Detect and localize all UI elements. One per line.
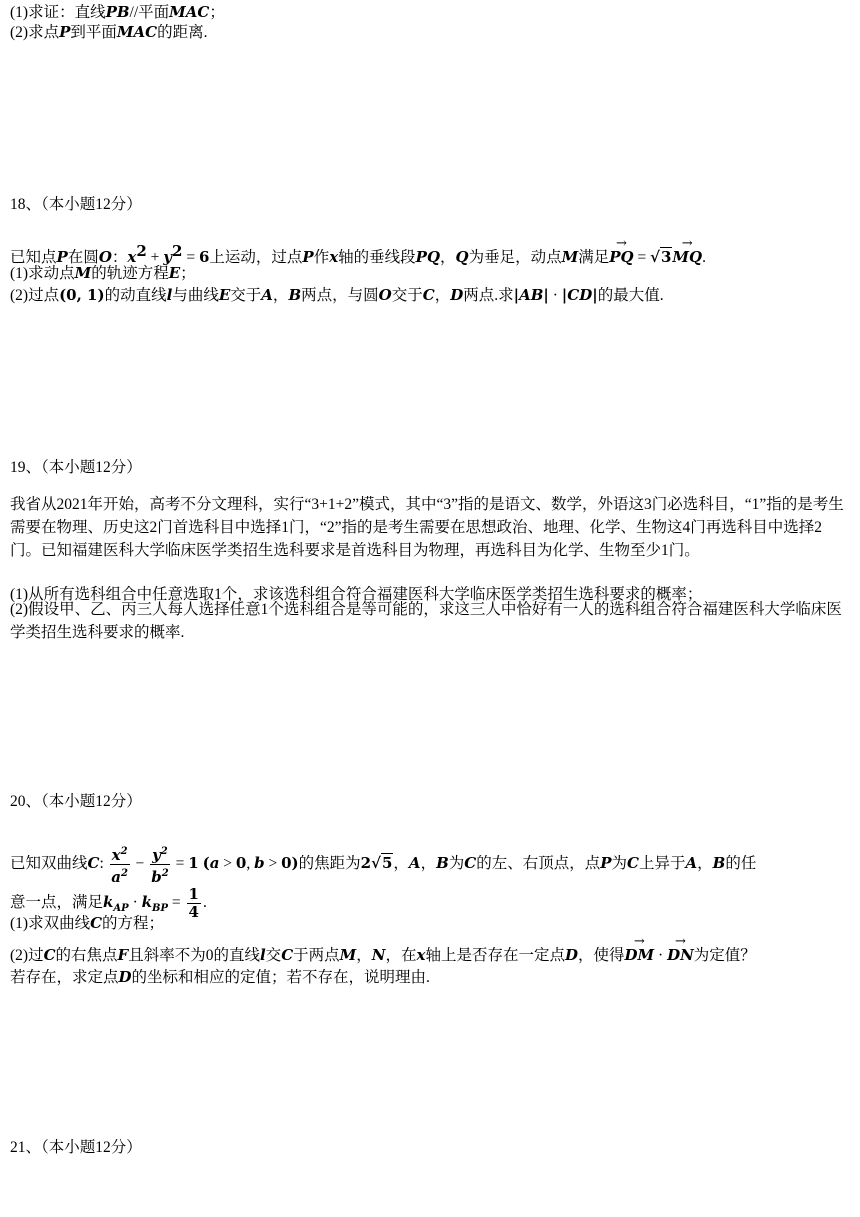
- q18-stem: 已知点P在圆O：$x^2 + y^2 = 6$上运动，过点P作x轴的垂线段PQ，Q为垂足，动点M满足→ PQ = √3→ MQ.: [10, 241, 706, 268]
- q18-item1: (1)求动点M的轨迹方程E；: [10, 264, 196, 282]
- q18-item2: (2)过点(0, 1)的动直线l与曲线E交于A，B两点，与圆O交于C，D两点.求|AB| · |CD|的最大值.: [10, 286, 664, 304]
- q21-heading: 21、（本小题12分）: [10, 1139, 142, 1156]
- q19-item2: (2)假设甲、乙、丙三人每人选择任意1个选科组合是等可能的，求这三人中恰好有一人的选科组合符合福建医科大学临床医学类招生选科要求的概率.: [10, 601, 842, 641]
- q20-item1: (1)求双曲线C的方程；: [10, 914, 165, 932]
- q20-stem-line1: 已知双曲线C: $\frac{x^2}{a^2}$ − $\frac{y^2}{b^2}$ = 1 (a > 0, b > 0)的焦距为2√5，A，B为C的左、右顶点，点P为C上异于A，B的任: [10, 843, 756, 886]
- q20-stem-line2: 意一点，满足$k_{AP} \cdot k_{BP}$ = $\frac{1}{4}$ .: [10, 885, 207, 921]
- q20-heading: 20、（本小题12分）: [10, 793, 142, 810]
- q17-item1: (1)求证：直线PB//平面MAC；: [10, 3, 225, 21]
- q19-heading: 19、（本小题12分）: [10, 459, 142, 476]
- q19-item1: (1)从所有选科组合中任意选取1个，求该选科组合符合福建医科大学临床医学类招生选科要求的概率；: [10, 586, 703, 603]
- q17-item2: (2)求点P到平面MAC的距离.: [10, 23, 208, 41]
- q20-item2-line2: 若存在，求定点D的坐标和相应的定值；若不存在，说明理由.: [10, 968, 430, 986]
- q19-stem: 我省从2021年开始，高考不分文理科，实行“3+1+2”模式，其中“3”指的是语文、数学，外语这3门必选科目，“1”指的是考生需要在物理、历史这2门首选科目中选择1门，“2”指的是考生需要在思想政治、地理、化学、生物这4门再选科目中选择2门。已知福建医科大学临床医学类招生选科要求是首选科目为物理，再选科目为化学、生物至少1门。: [10, 496, 844, 559]
- q20-item2-line1: (2)过C的右焦点F且斜率不为0的直线l交C于两点M，N，在x轴上是否存在一定点D，使得→ DM · → DN为定值？: [10, 945, 756, 966]
- q18-heading: 18、（本小题12分）: [10, 196, 142, 213]
